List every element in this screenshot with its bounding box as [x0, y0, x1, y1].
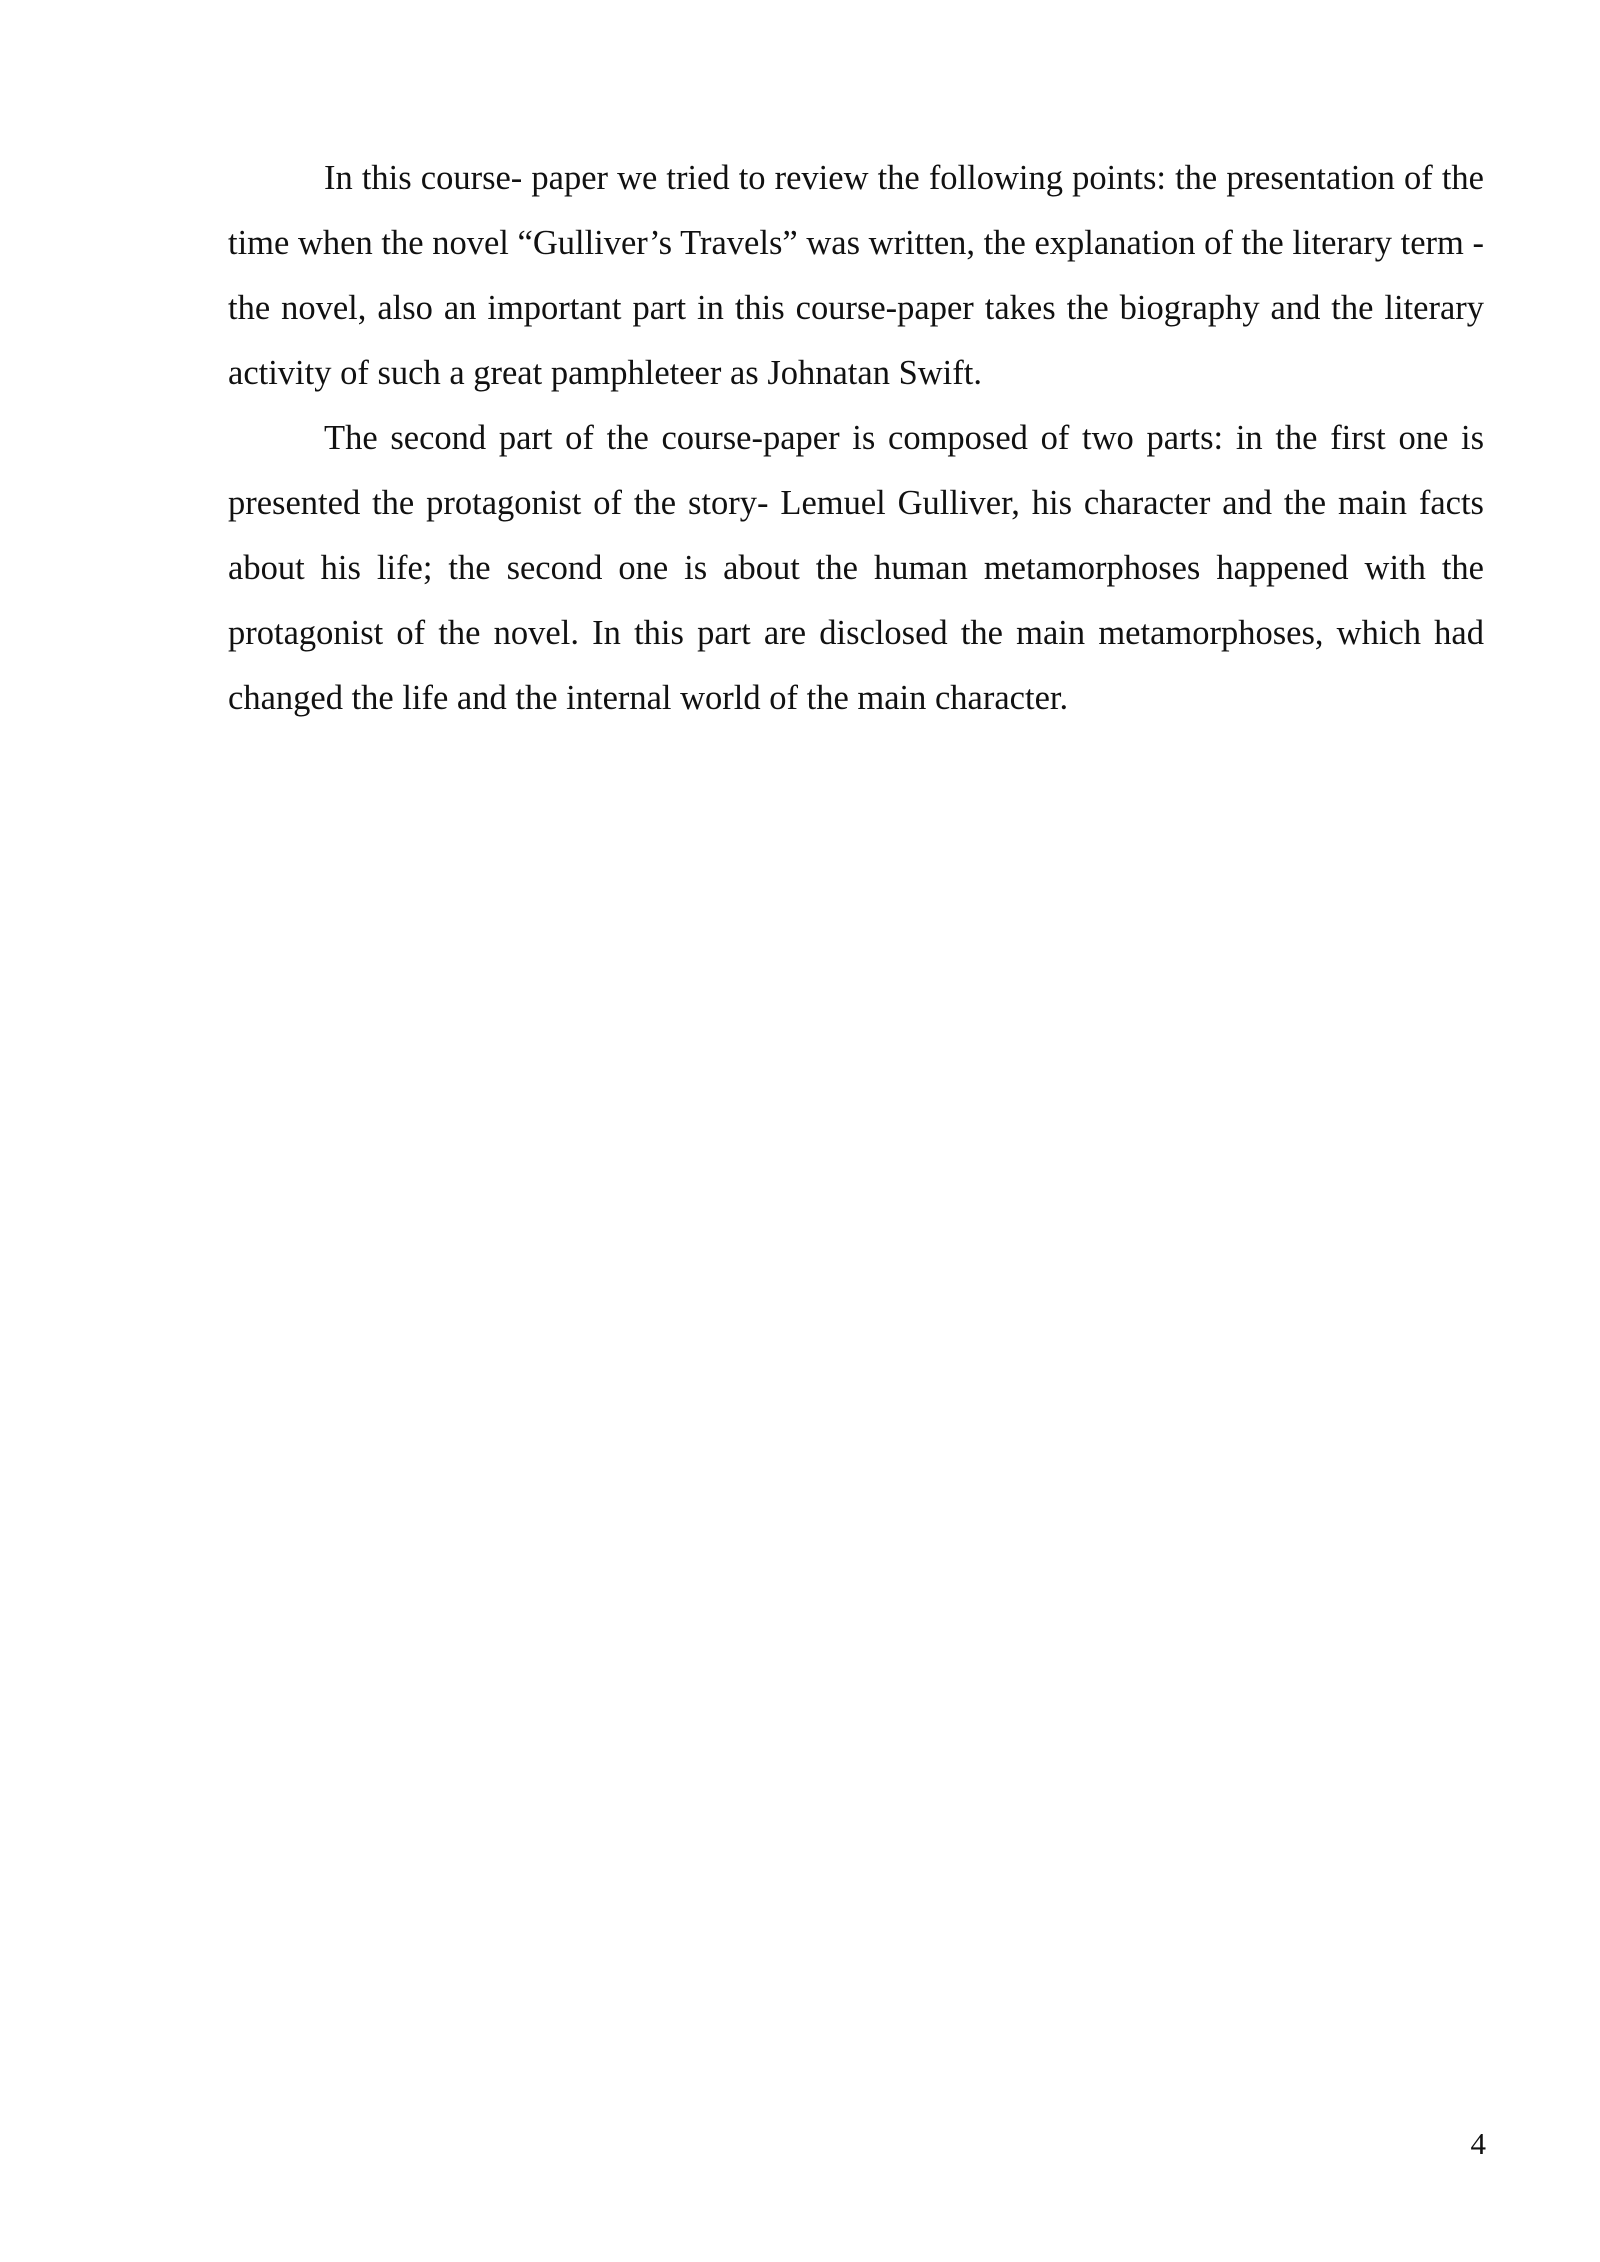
body-text [228, 146, 1484, 731]
paragraph-2: The second part of the course-paper is composed of two parts: in the first one is presented the protagonist of the story- Lemuel Gulliver, his character and the main facts about his life; the second one is about the human metamorphoses happened with the protagonist of the novel. In this part are disclosed the main metamorphoses, which had changed the life and the internal world of the main character. [228, 419, 1484, 717]
page-number: 4 [1470, 2126, 1486, 2161]
paragraph-1: In this course- paper we tried to review the following points: the presentation of the time when the novel “Gulliver’s Travels” was written, the explanation of the literary term - the novel, also an important part in this course-paper takes the biography and the literary activity of such a great pamphleteer as Johnatan Swift. [228, 159, 1484, 392]
